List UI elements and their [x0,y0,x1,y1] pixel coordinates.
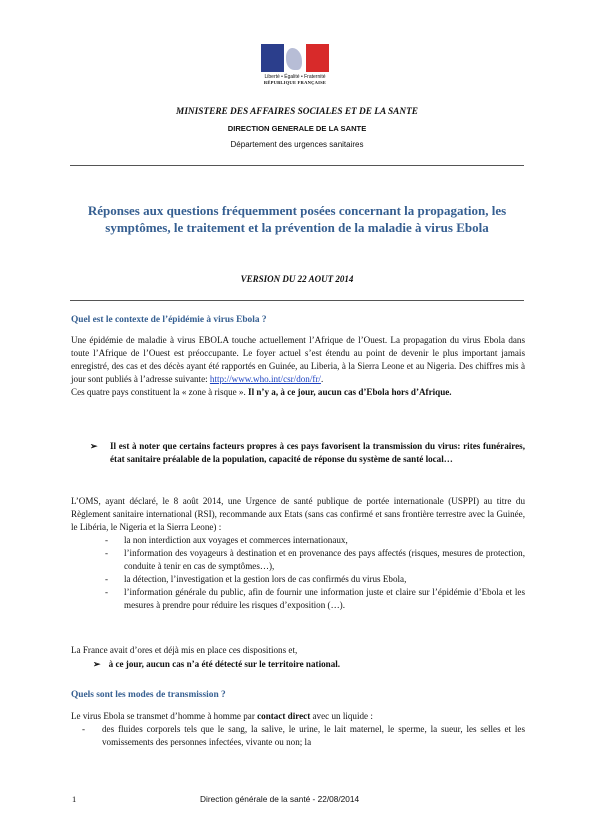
department-name: Département des urgences sanitaires [230,140,364,149]
factors-note-text: Il est à noter que certains facteurs propres à ces pays favorisent la transmission du virus: rites funéraires, état sanitaire préalable de la population, capacité de réponse du système de santé local… [110,441,525,464]
arrow-bullet-icon: ➢ [90,441,98,451]
context-period: . [320,374,324,384]
republic-motto: Liberté • Égalité • Fraternité [264,74,326,80]
list-item: - la détection, l’investigation et la gestion lors de cas confirmés du virus Ebola, [105,574,407,584]
footer-text: Direction générale de la santé - 22/08/2014 [200,794,360,804]
ministry-name: MINISTERE DES AFFAIRES SOCIALES ET DE LA SANTE [176,107,418,117]
body-fluids-text: des fluides corporels tels que le sang, la salive, le urine, le lait maternel, le sperme, la sueur, les selles et les vomissements des personnes infectées, vivante ou non; la [102,724,525,747]
header-divider [70,165,524,166]
no-case-statement: Il n’y a, à ce jour, aucun cas d’Ebola hors d’Afrique. [248,387,452,397]
list-item: - des fluides corporels tels que le sang, la salive, le urine, le lait maternel, le sperme, la sueur, les selles et les vomissements des personnes infectées, vivante ou non; la [82,724,525,747]
risk-zone-text: Ces quatre pays constituent la « zone à risque ». [71,387,249,397]
list-item: - la non interdiction aux voyages et commerces internationaux, [105,535,348,545]
direction-name: DIRECTION GENERALE DE LA SANTE [227,124,367,133]
who-link[interactable]: http://www.who.int/csr/don/fr/ [209,374,321,384]
page-number: 1 [72,794,77,804]
list-item: - l’information des voyageurs à destination et en provenance des pays affectés (risques, mesures de protection, conduite à tenir en cas de symptômes…), [105,548,525,571]
document-title: Réponses aux questions fréquemment posées concernant la propagation, les symptômes, le traitement et la prévention de la maladie à virus Ebola [87,203,507,235]
france-status [93,659,340,670]
section-heading-context: Quel est le contexte de l’épidémie à virus Ebola ? [71,315,267,325]
transmission-intro: Le virus Ebola se transmet d’homme à homme par contact direct avec un liquide : [71,711,373,721]
france-paragraph: La France avait d’ores et déjà mis en place ces dispositions et, [71,645,298,655]
arrow-bullet-icon: ➢ [93,659,101,669]
recommendations-list [100,534,525,612]
oms-paragraph: L’OMS, ayant déclaré, le 8 août 2014, une Urgence de santé publique de portée internationale (USPPI) au titre du Règlement sanitaire international (RSI), recommande aux Etats (sans cas confirmé et sans frontière terrestre avec la Guinée, le Libéria, le Nigeria et la Sierra Leone) : [71,496,525,532]
direct-contact: contact direct [257,711,311,721]
marianne-logo [258,44,332,90]
tricolor-flag-icon [261,44,329,72]
context-paragraph [71,334,525,399]
section-heading-transmission: Quels sont les modes de transmission ? [71,690,226,700]
republic-name: RÉPUBLIQUE FRANÇAISE [263,80,327,85]
france-status-text: à ce jour, aucun cas n’a été détecté sur le territoire national. [108,659,341,669]
title-divider [70,300,524,301]
list-item: - l’information générale du public, afin de fournir une information juste et claire sur l’épidémie d’Ebola et les mesures à prendre pour réduire les risques d’exposition (…). [105,587,525,610]
factors-note [90,440,525,466]
context-text: Une épidémie de maladie à virus EBOLA touche actuellement l’Afrique de l’Ouest. La propagation du virus Ebola dans toute l’Afrique de l’Ouest est préoccupante. Le foyer actuel s’est étendu au point de devenir le plus important jamais enregistré, des cas et des décès ayant été rapportés en Guinée, au Liberia, à la Sierra Leone et au Nigeria. Des chiffres mis à jour sont publiés à l’adresse suivante: [71,335,525,384]
version-date: VERSION DU 22 AOUT 2014 [240,274,354,284]
